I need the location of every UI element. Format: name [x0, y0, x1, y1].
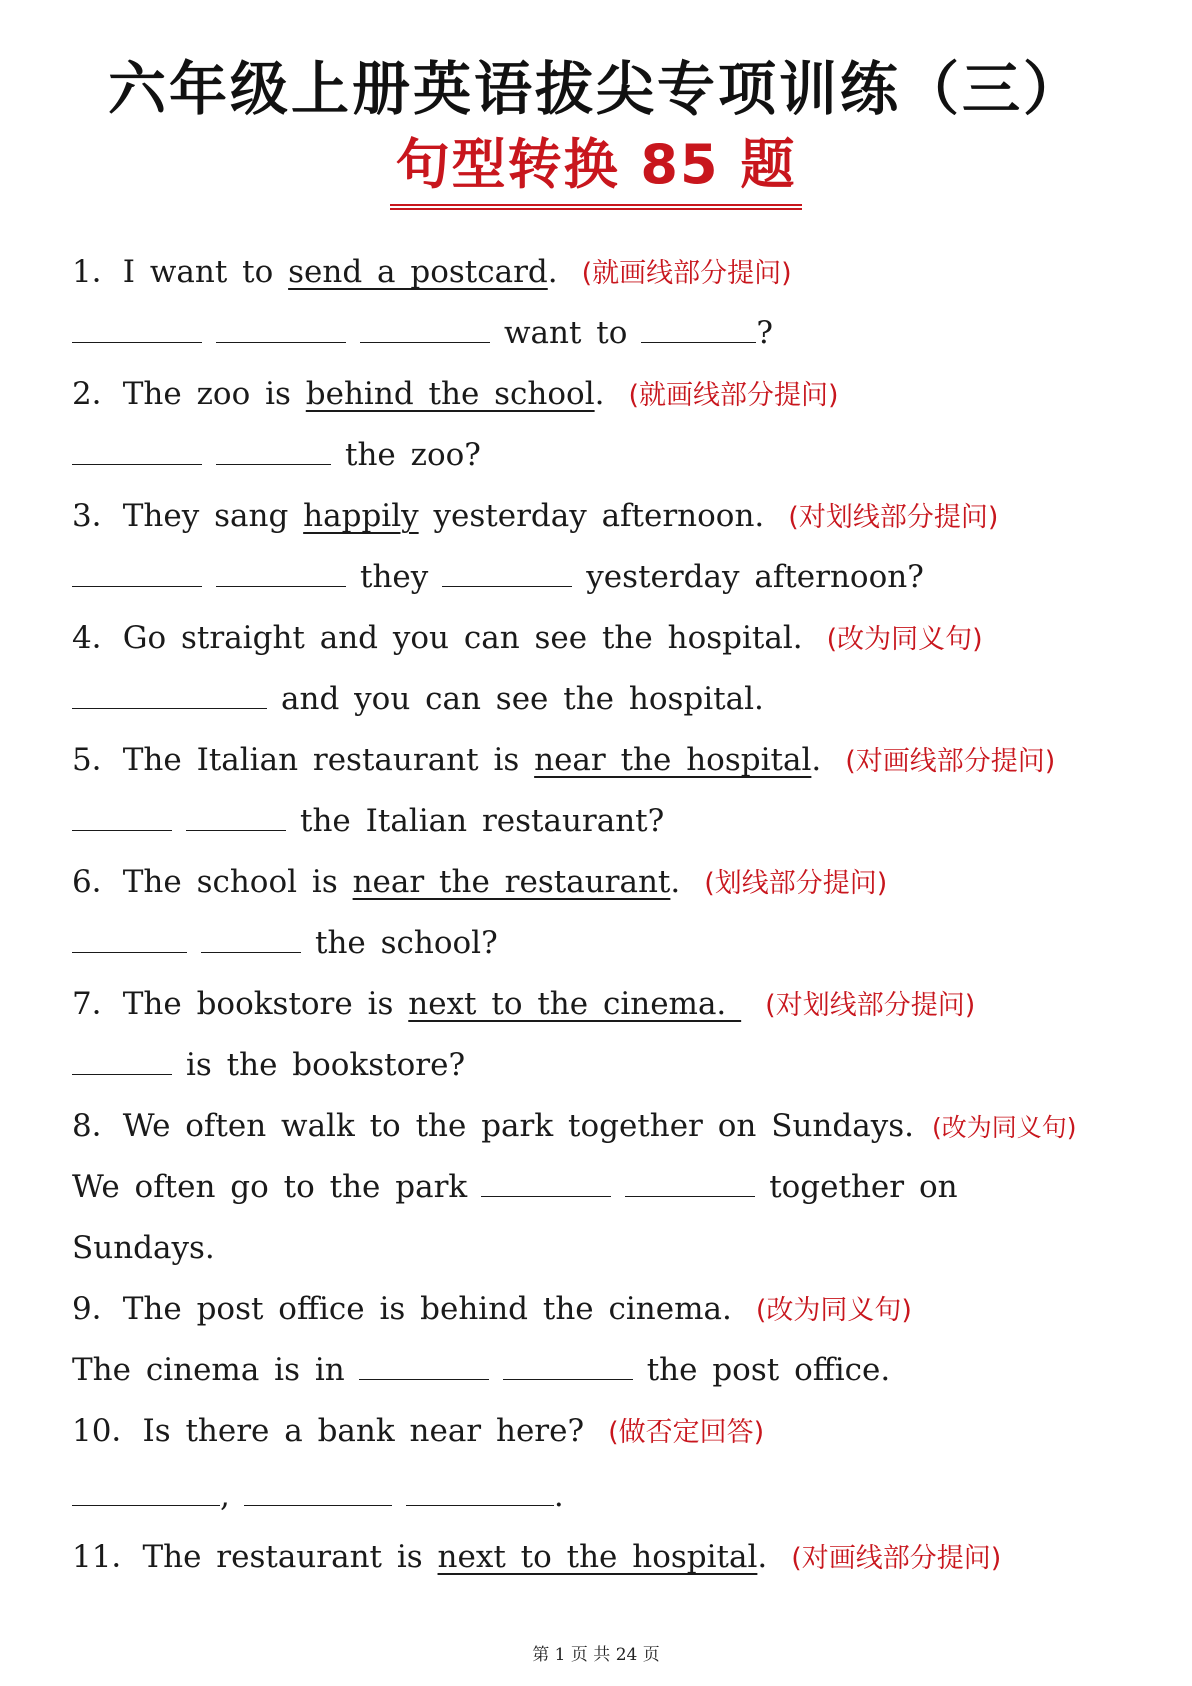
- question-text: .: [547, 254, 558, 290]
- answer-text: want to: [504, 315, 628, 351]
- answer-blank[interactable]: [216, 558, 346, 587]
- question-text: The restaurant is: [142, 1539, 438, 1575]
- answer-blank[interactable]: [481, 1168, 611, 1197]
- question-number: 9．: [72, 1291, 123, 1327]
- instruction-note: (划线部分提问): [704, 868, 888, 899]
- answer-blank[interactable]: [442, 558, 572, 587]
- question-11: [72, 1527, 1132, 1588]
- answer-blank[interactable]: [360, 314, 490, 343]
- underlined-phrase: behind the school: [305, 376, 595, 412]
- exercise-list: [72, 242, 1132, 1588]
- answer-text: We often go to the park: [72, 1169, 468, 1205]
- question-text: Go straight and you can see the hospital.: [122, 620, 803, 656]
- question-text: We often walk to the park together on Sundays.: [122, 1108, 914, 1144]
- question-text: The school is: [122, 864, 353, 900]
- question-number: 2．: [72, 376, 123, 412]
- question-number: 10．: [72, 1413, 143, 1449]
- answer-blank[interactable]: [72, 558, 202, 587]
- answer-text: .: [553, 1478, 564, 1514]
- answer-blank[interactable]: [216, 314, 346, 343]
- answer-3: [72, 547, 1132, 608]
- question-number: 3．: [72, 498, 123, 534]
- question-text: yesterday afternoon.: [418, 498, 765, 534]
- question-8: [72, 1096, 1132, 1157]
- answer-4: [72, 669, 1132, 730]
- page-subtitle: 句型转换 85 题: [390, 132, 803, 210]
- answer-blank[interactable]: [186, 802, 286, 831]
- instruction-note: (对画线部分提问): [845, 746, 1056, 777]
- question-9: [72, 1279, 1132, 1340]
- answer-8-continued: [72, 1218, 1132, 1279]
- answer-blank[interactable]: [359, 1351, 489, 1380]
- question-3: [72, 486, 1132, 547]
- answer-text: and you can see the hospital.: [281, 681, 764, 717]
- answer-text: the Italian restaurant?: [300, 803, 665, 839]
- question-6: [72, 852, 1132, 913]
- question-10: [72, 1401, 1132, 1462]
- underlined-phrase: near the restaurant: [352, 864, 671, 900]
- underlined-phrase: next to the cinema.: [408, 986, 742, 1022]
- answer-2: [72, 425, 1132, 486]
- question-text: The zoo is: [122, 376, 306, 412]
- answer-9: [72, 1340, 1132, 1401]
- instruction-note: (改为同义句): [755, 1295, 912, 1326]
- answer-1: [72, 303, 1132, 364]
- instruction-note: (就画线部分提问): [581, 258, 792, 289]
- subtitle-wrapper: [0, 132, 1192, 210]
- question-2: [72, 364, 1132, 425]
- answer-text: the post office.: [646, 1352, 891, 1388]
- instruction-note: (改为同义句): [932, 1113, 1077, 1142]
- question-text: The bookstore is: [122, 986, 409, 1022]
- instruction-note: (对画线部分提问): [791, 1543, 1002, 1574]
- answer-text: the school?: [315, 925, 498, 961]
- page-title: 六年级上册英语拔尖专项训练（三）: [107, 55, 1084, 123]
- underlined-phrase: send a postcard: [288, 254, 548, 290]
- instruction-note: (改为同义句): [826, 624, 983, 655]
- question-number: 7．: [72, 986, 123, 1022]
- answer-blank[interactable]: [503, 1351, 633, 1380]
- answer-10: [72, 1466, 1132, 1527]
- question-text: .: [594, 376, 605, 412]
- underlined-phrase: happily: [303, 498, 419, 534]
- question-text: Is there a bank near here?: [142, 1413, 585, 1449]
- question-7: [72, 974, 1132, 1035]
- answer-text: yesterday afternoon?: [586, 559, 924, 595]
- question-text: The post office is behind the cinema.: [122, 1291, 732, 1327]
- question-number: 4．: [72, 620, 123, 656]
- instruction-note: (对划线部分提问): [765, 990, 976, 1021]
- answer-text: ?: [756, 315, 774, 351]
- answer-blank[interactable]: [72, 680, 267, 709]
- underlined-phrase: near the hospital: [534, 742, 812, 778]
- answer-8: [72, 1157, 1132, 1218]
- answer-text: they: [360, 559, 429, 595]
- answer-blank[interactable]: [625, 1168, 755, 1197]
- page-footer: 第 1 页 共 24 页: [532, 1645, 660, 1665]
- question-4: [72, 608, 1132, 669]
- question-number: 8．: [72, 1108, 123, 1144]
- instruction-note: (对划线部分提问): [788, 502, 999, 533]
- question-text: The Italian restaurant is: [122, 742, 535, 778]
- question-text: I want to: [122, 254, 289, 290]
- answer-blank[interactable]: [641, 314, 756, 343]
- question-1: [72, 242, 1132, 303]
- answer-text: Sundays.: [72, 1230, 215, 1266]
- answer-blank[interactable]: [72, 436, 202, 465]
- instruction-note: (就画线部分提问): [628, 380, 839, 411]
- question-number: 11．: [72, 1539, 143, 1575]
- answer-text: ,: [220, 1478, 230, 1514]
- answer-blank[interactable]: [216, 436, 331, 465]
- answer-7: [72, 1035, 1132, 1096]
- underlined-phrase: next to the hospital: [437, 1539, 758, 1575]
- question-text: .: [670, 864, 681, 900]
- question-number: 5．: [72, 742, 123, 778]
- question-number: 1．: [72, 254, 123, 290]
- answer-text: the zoo?: [345, 437, 481, 473]
- question-5: [72, 730, 1132, 791]
- answer-blank[interactable]: [406, 1477, 554, 1506]
- answer-blank[interactable]: [244, 1477, 392, 1506]
- instruction-note: (做否定回答): [608, 1417, 765, 1448]
- question-number: 6．: [72, 864, 123, 900]
- question-text: They sang: [122, 498, 304, 534]
- answer-blank[interactable]: [72, 1477, 220, 1506]
- question-text: .: [757, 1539, 768, 1575]
- answer-blank[interactable]: [201, 924, 301, 953]
- answer-text: is the bookstore?: [186, 1047, 466, 1083]
- answer-blank[interactable]: [72, 314, 202, 343]
- question-text: .: [811, 742, 822, 778]
- answer-blank[interactable]: [72, 924, 187, 953]
- answer-text: The cinema is in: [72, 1352, 345, 1388]
- answer-blank[interactable]: [72, 802, 172, 831]
- answer-text: together on: [769, 1169, 958, 1205]
- answer-5: [72, 791, 1132, 852]
- answer-blank[interactable]: [72, 1046, 172, 1075]
- answer-6: [72, 913, 1132, 974]
